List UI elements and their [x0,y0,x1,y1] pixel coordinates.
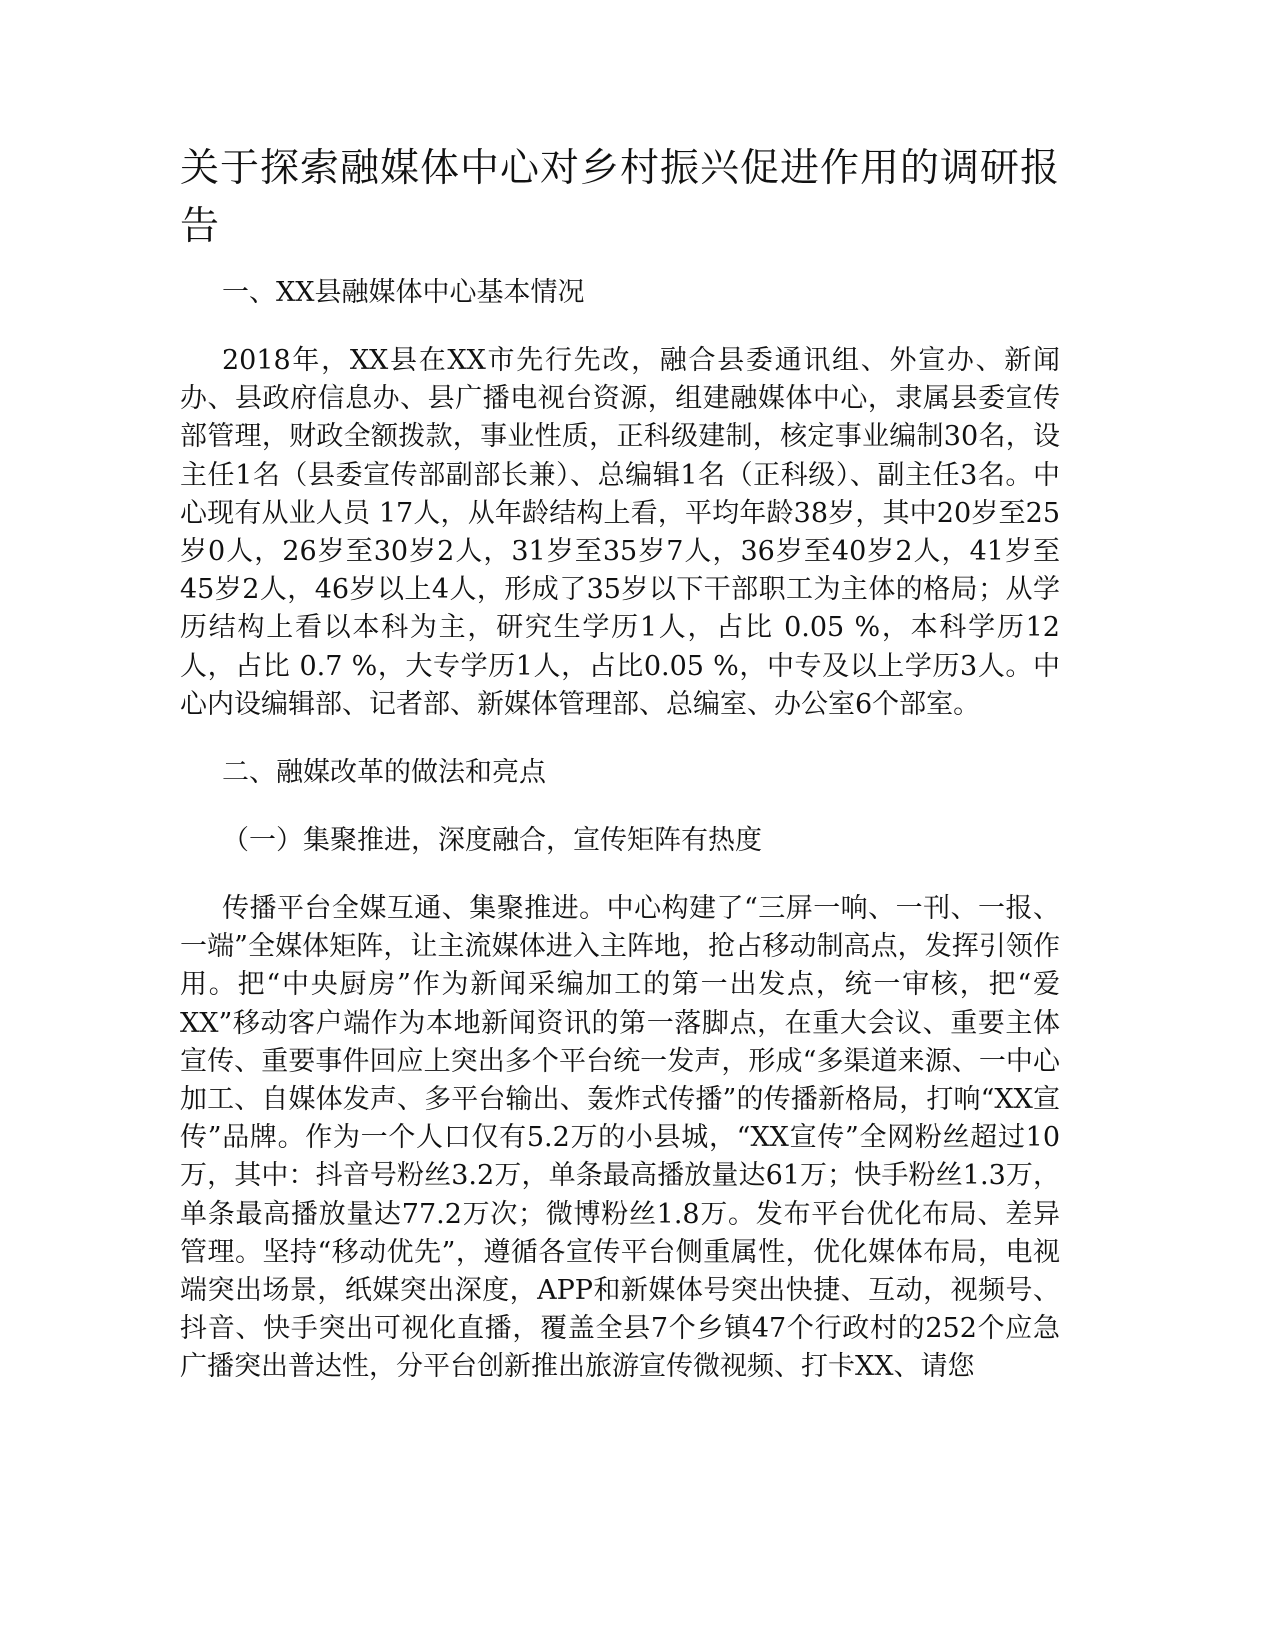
subsection-heading-matrix: （一）集聚推进，深度融合，宣传矩阵有热度 [222,825,762,857]
paragraph-basic-info: 2018年，XX县在XX市先行先改，融合县委通讯组、外宣办、新闻办、县政府信息办、县广播电视台资源，组建融媒体中心，隶属县委宣传部管理，财政全额拨款，事业性质，正科级建制，核定事业编制30名，设主任1名（县委宣传部副部长兼）、总编辑1名（正科级）、副主任3名。中心现有从业人员 17人，从年龄结构上看，平均年龄38岁，其中20岁至25岁0人，26岁至30岁2人，31岁至35岁7人，36岁至40岁2人，41岁至45岁2人，46岁以上4人，形成了35岁以下干部职工为主体的格局；从学历结构上看以本科为主，研究生学历1人，占比 0.05 %，本科学历12人，占比 0.7 %，大专学历1人，占比0.05 %，中专及以上学历3人。中心内设编辑部、记者部、新媒体管理部、总编室、办公室6个部室。 [180,345,1060,720]
document-page [180,140,1060,1417]
document-title: 关于探索融媒体中心对乡村振兴促进作用的调研报告 [180,146,1061,249]
section-heading-basic-info: 一、XX县融媒体中心基本情况 [222,277,585,308]
paragraph-matrix: 传播平台全媒互通、集聚推进。中心构建了“三屏一响、一刊、一报、一端”全媒体矩阵，让主流媒体进入主阵地，抢占移动制高点，发挥引领作用。把“中央厨房”作为新闻采编加工的第一出发点，统一审核，把“爱XX”移动客户端作为本地新闻资讯的第一落脚点，在重大会议、重要主体宣传、重要事件回应上突出多个平台统一发声，形成“多渠道来源、一中心加工、自媒体发声、多平台输出、轰炸式传播”的传播新格局，打响“XX宣传”品牌。作为一个人口仅有5.2万的小县城，“XX宣传”全网粉丝超过10万，其中：抖音号粉丝3.2万，单条最高播放量达61万；快手粉丝1.3万，单条最高播放量达77.2万次；微博粉丝1.8万。发布平台优化布局、差异管理。坚持“移动优先”，遵循各宣传平台侧重属性，优化媒体布局，电视端突出场景，纸媒突出深度，APP和新媒体号突出快捷、互动，视频号、抖音、快手突出可视化直播，覆盖全县7个乡镇47个行政村的252个应急广播突出普达性，分平台创新推出旅游宣传微视频、打卡XX、请您 [180,893,1060,1383]
section-heading-reform: 二、融媒改革的做法和亮点 [222,757,546,789]
